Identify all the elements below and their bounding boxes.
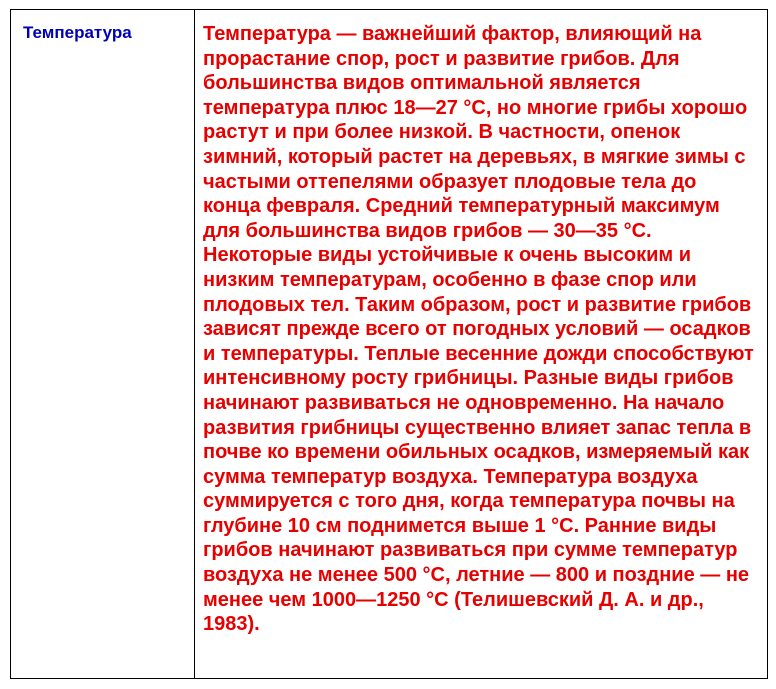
term-label: Температура: [23, 23, 132, 42]
term-cell: [11, 10, 195, 679]
description-cell: [195, 10, 768, 679]
table-row: [11, 10, 768, 679]
description-text: Температура — важнейший фактор, влияющий на прорастание спор, рост и развитие грибов. Для большинства видов оптимальной является температура плюс 18—27 °C, но многие грибы хорошо растут и при более низкой. В частности, опенок зимний, который растет на деревьях, в мягкие зимы с частыми оттепелями образует плодовые тела до конца февраля. Средний температурный максимум для большинства видов грибов — 30—35 °C. Некоторые виды устойчивые к очень высоким и низким температурам, особенно в фазе спор или плодовых тел. Таким образом, рост и развитие грибов зависят прежде всего от погодных условий — осадков и температуры. Теплые весенние дожди способствуют интенсивному росту грибницы. Разные виды грибов начинают развиваться не одновременно. На начало развития грибницы существенно влияет запас тепла в почве ко времени обильных осадков, измеряемый как сумма температур воздуха. Температура воздуха суммируется с того дня, когда температура почвы на глубине 10 см поднимется выше 1 °C. Ранние виды грибов начинают развиваться при сумме температур воздуха не менее 500 °C, летние — 800 и поздние — не менее чем 1000—1250 °C (Телишевский Д. А. и др., 1983).: [203, 23, 754, 636]
info-table: [10, 9, 768, 679]
